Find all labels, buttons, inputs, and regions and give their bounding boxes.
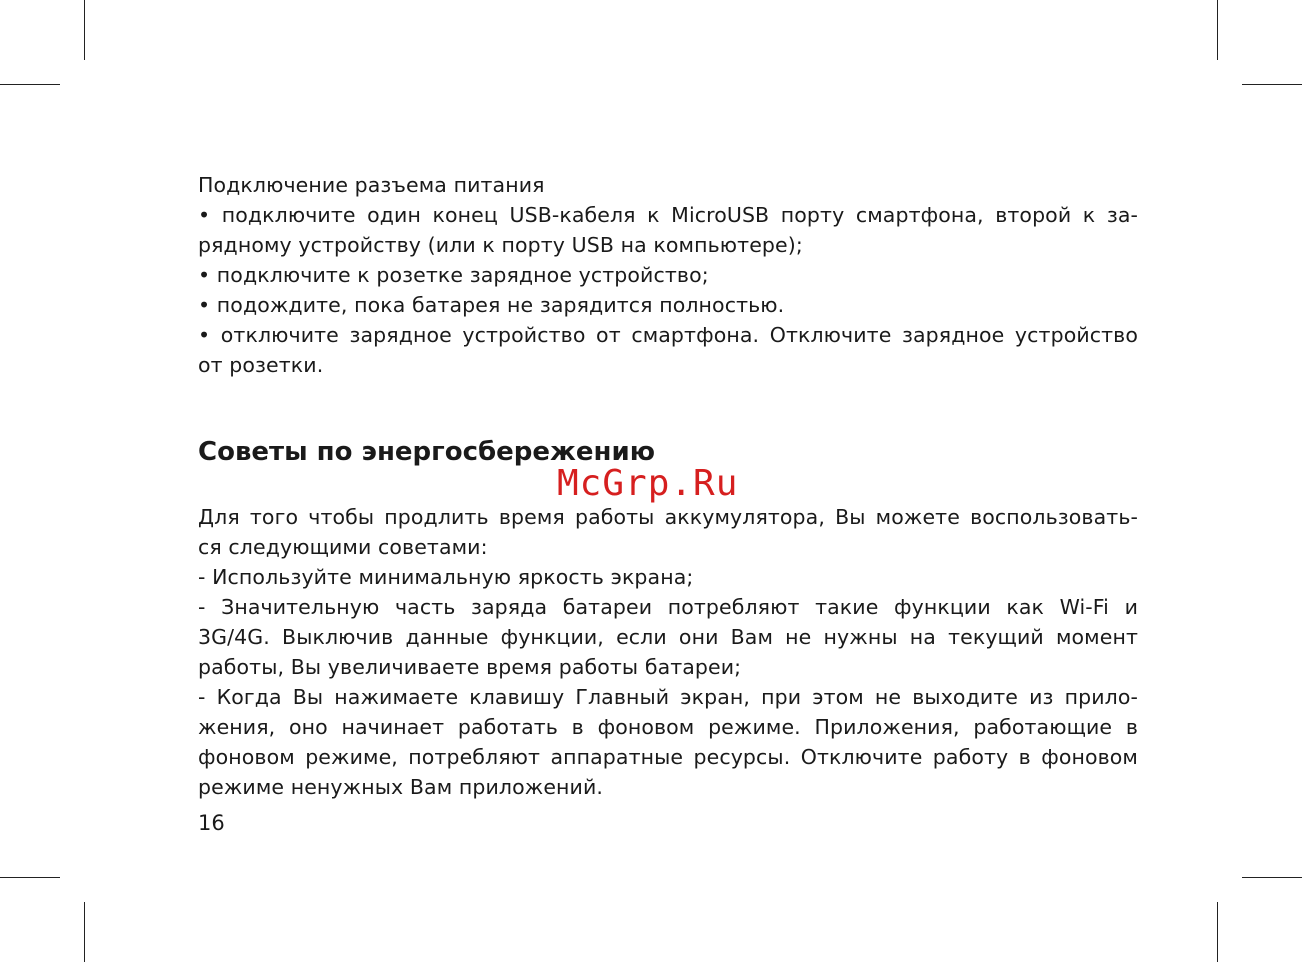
paragraph-line: - Используйте минимальную яркость экрана; <box>198 565 694 589</box>
crop-mark-top-left-vertical <box>84 0 85 60</box>
paragraph-line: фоновом режиме, потребляют аппаратные ресурсы. Отключите работу в фоновом <box>198 745 1138 769</box>
crop-mark-top-right-horizontal <box>1242 84 1302 85</box>
crop-mark-bottom-left-horizontal <box>0 877 60 878</box>
crop-mark-top-right-vertical <box>1217 0 1218 60</box>
paragraph-line: • подождите, пока батарея не зарядится полностью. <box>198 293 785 317</box>
section-subtitle: Подключение разъема питания <box>198 173 545 197</box>
crop-mark-bottom-left-vertical <box>84 902 85 962</box>
page-number: 16 <box>198 811 225 835</box>
paragraph-line: работы, Вы увеличиваете время работы батареи; <box>198 655 742 679</box>
paragraph-line: • отключите зарядное устройство от смартфона. Отключите зарядное устройство <box>198 323 1138 347</box>
paragraph-line: жения, оно начинает работать в фоновом режиме. Приложения, работающие в <box>198 715 1138 739</box>
paragraph-line: - Когда Вы нажимаете клавишу Главный экран, при этом не выходите из прило- <box>198 685 1138 709</box>
paragraph-line: Для того чтобы продлить время работы аккумулятора, Вы можете воспользовать- <box>198 505 1138 529</box>
crop-mark-top-left-horizontal <box>0 84 60 85</box>
crop-mark-bottom-right-horizontal <box>1242 877 1302 878</box>
paragraph-line: 3G/4G. Выключив данные функции, если они Вам не нужны на текущий момент <box>198 625 1138 649</box>
paragraph-line: от розетки. <box>198 353 324 377</box>
paragraph-line: режиме ненужных Вам приложений. <box>198 775 604 799</box>
paragraph-line: • подключите к розетке зарядное устройство; <box>198 263 709 287</box>
section-heading: Советы по энергосбережению <box>198 437 656 467</box>
crop-mark-bottom-right-vertical <box>1217 902 1218 962</box>
energy-saving-tips <box>198 502 1138 802</box>
paragraph-line: ся следующими советами: <box>198 535 488 559</box>
charging-instructions <box>198 170 1138 380</box>
paragraph-line: • подключите один конец USB-кабеля к MicroUSB порту смартфона, второй к за- <box>198 203 1138 227</box>
paragraph-line: - Значительную часть заряда батареи потребляют такие функции как Wi-Fi и <box>198 595 1138 619</box>
paragraph-line: рядному устройству (или к порту USB на компьютере); <box>198 233 803 257</box>
watermark: McGrp.Ru <box>557 463 739 504</box>
